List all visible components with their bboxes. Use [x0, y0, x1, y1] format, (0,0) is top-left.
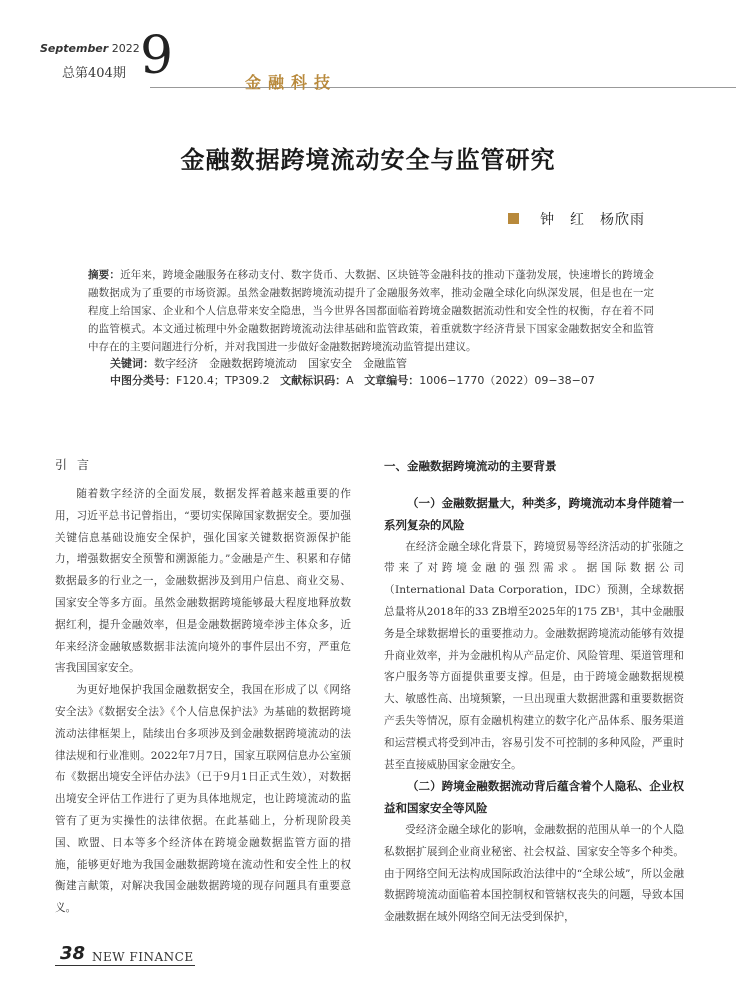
- clc-label: 中图分类号：: [110, 374, 176, 387]
- issue-date: [40, 42, 140, 55]
- abstract: [88, 266, 654, 356]
- journal-name: NEW FINANCE: [92, 950, 194, 964]
- abstract-label: 摘要：: [88, 269, 121, 281]
- keywords-text: 数字经济 金融数据跨境流动 国家安全 金融监管: [154, 357, 407, 370]
- page-number: 38: [60, 943, 86, 964]
- doc-code-label: 文献标识码：: [280, 374, 347, 387]
- left-column: [55, 484, 351, 920]
- section-label: 金融科技: [245, 73, 338, 92]
- article-no-value: 1006−1770（2022）09−38−07: [419, 374, 595, 387]
- total-issue: 总第404期: [62, 66, 126, 81]
- article-no-label: 文章编号：: [364, 374, 420, 387]
- keywords-label: 关键词：: [110, 357, 154, 370]
- keywords: [110, 355, 407, 371]
- author-marker-icon: [508, 213, 519, 224]
- section-1-heading: 一、金融数据跨境流动的主要背景: [384, 459, 557, 473]
- subsection-2-heading: （二）跨境金融数据流动背后蕴含着个人隐私、企业权益和国家安全等风险: [384, 779, 684, 816]
- article-authors: 钟 红 杨欣雨: [540, 212, 645, 228]
- doc-code-value: A: [346, 374, 354, 387]
- classification-line: [110, 372, 595, 388]
- intro-paragraph-1: 随着数字经济的全面发展，数据发挥着越来越重要的作用，习近平总书记曾指出，“要切实保障国家数据安全。要加强关键信息基础设施安全保护，强化国家关键数据资源保护能力，增强数据安全预警和溯源能力。”金融是产生、积累和存储数据最多的行业之一，金融数据涉及到用户信息、商业交易、国家安全等多方面。虽然金融数据跨境能够最大程度地释放数据红利，提升金融效率，但是金融数据跨境牵涉主体众多，近年来经济金融敏感数据非法流向境外的事件层出不穷，严重危害我国国家安全。: [55, 488, 351, 675]
- header-divider: [150, 87, 736, 88]
- article-title: 金融数据跨境流动安全与监管研究: [180, 146, 556, 174]
- subsection-2-paragraph: 受经济金融全球化的影响，金融数据的范围从单一的个人隐私数据扩展到企业商业秘密、社会权益、国家安全等多个种类。由于网络空间无法构成国际政治法律中的“全球公域”，所以金融数据跨境流动面临着本国控制权和管辖权丧失的问题，导致本国金融数据在域外网络空间无法受到保护，: [384, 823, 684, 924]
- right-column: [384, 493, 684, 929]
- issue-year: 2022: [111, 42, 140, 55]
- intro-heading: 引言: [55, 458, 100, 472]
- subsection-1-heading: （一）金融数据量大，种类多，跨境流动本身伴随着一系列复杂的风险: [384, 496, 684, 532]
- issue-number: 9: [140, 26, 174, 86]
- issue-month: September: [40, 42, 109, 55]
- subsection-1-paragraph: 在经济金融全球化背景下，跨境贸易等经济活动的扩张随之带来了对跨境金融的强烈需求。据国际数据公司（International Data Corporation，IDC）预测，全球数据总量将从2018年的33 ZB增至2025年的175 ZB¹，其中金融服务是全球数据增长的重要推动力。金融数据跨境流动能够有效提升商业效率，并为金融机构从产品定价、风险管理、渠道管理和客户服务等方面提供重要支撑。但是，由于跨境金融数据规模大、敏感性高、出境频繁，一旦出现重大数据泄露和重要数据资产丢失等情况，原有金融机构建立的数字化产品体系、服务渠道和运营模式将受到冲击，容易引发不可控制的多种风险，严重时甚至直接威胁国家金融安全。: [384, 540, 684, 771]
- intro-paragraph-2: 为更好地保护我国金融数据安全，我国在形成了以《网络安全法》《数据安全法》《个人信息保护法》为基础的数据跨境流动法律框架上，陆续出台多项涉及到金融数据跨境流动的法律法规和行业准则。2022年7月7日，国家互联网信息办公室颁布《数据出境安全评估办法》（已于9月1日正式生效），对数据出境安全评估工作进行了更为具体地规定，也让跨境流动的监管有了更为实操性的法律依据。在此基础上，分析现阶段美国、欧盟、日本等多个经济体在跨境金融数据监管方面的措施，能够更好地为我国金融数据跨境在流动性和安全性上的权衡建言献策，对解决我国金融数据跨境的现存问题具有重要意义。: [55, 684, 351, 915]
- clc-value: F120.4；TP309.2: [176, 374, 270, 387]
- abstract-text: 近年来，跨境金融服务在移动支付、数字货币、大数据、区块链等金融科技的推动下蓬勃发展，快速增长的跨境金融数据成为了重要的市场资源。虽然金融数据跨境流动提升了金融服务效率，推动金融全球化向纵深发展，但是也在一定程度上给国家、企业和个人信息带来安全隐患，当今世界各国都面临着跨境金融数据流动性和安全性的权衡，存在着不同的监管模式。本文通过梳理中外金融数据跨境流动法律基础和监管政策，着重就数字经济背景下国家金融数据安全和监管中存在的主要问题进行分析，并对我国进一步做好金融数据跨境流动监管提出建议。: [88, 269, 655, 353]
- footer-divider: [55, 965, 195, 966]
